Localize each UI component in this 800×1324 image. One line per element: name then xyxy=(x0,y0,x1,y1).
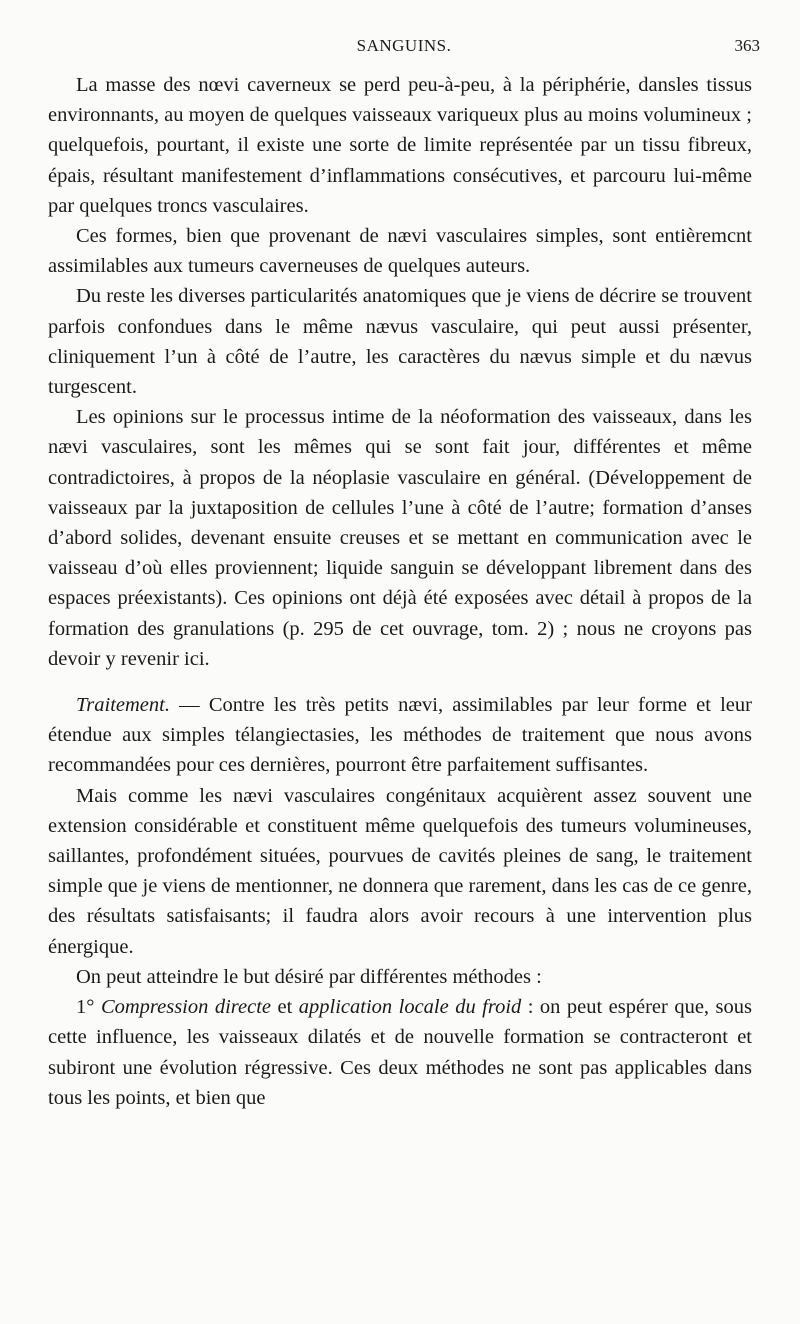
paragraph-method-1 xyxy=(48,992,752,1113)
paragraph-opinions: Les opinions sur le processus intime de la néoformation des vaisseaux, dans les nævi vasculaires, sont les mêmes qui se sont fait jour, différentes et même contradictoires, à propos de la néoplasie vasculaire en général. (Développement de vaisseaux par la juxtaposition de cellules l’une à côté de l’autre; formation d’anses d’abord solides, devenant ensuite creuses et se mettant en communication avec le vaisseau d’où elles proviennent; liquide sanguin se développant librement dans des espaces préexistants). Ces opinions ont déjà été exposées avec détail à propos de la formation des granulations (p. 295 de cet ouvrage, tom. 2) ; nous ne croyons pas devoir y revenir ici. xyxy=(48,406,752,670)
method-1-text: : on peut espérer que, sous cette influence, les vaisseaux dilatés et de nouvelle formation se contracteront et subiront une évolution régressive. Ces deux méthodes ne sont pas applicables dans tous les points, et bien que xyxy=(48,996,752,1109)
paragraph-formes-assimilables: Ces formes, bien que provenant de nævi vasculaires simples, sont entièremcnt assimilables aux tumeurs caverneuses de quelques auteurs. xyxy=(48,225,752,278)
body-text xyxy=(48,70,752,1113)
running-title: SANGUINS. xyxy=(356,36,452,55)
traitement-heading: Traitement. xyxy=(76,694,170,717)
paragraph-particularites: Du reste les diverses particularités anatomiques que je viens de décrire se trouvent parfois confondues dans le même nævus vasculaire, qui peut aussi présenter, cliniquement l’un à côté de l’autre, les caractères du nævus simple et du nævus turgescent. xyxy=(48,285,752,399)
paragraph-traitement xyxy=(48,690,752,781)
traitement-text: — Contre les très petits nævi, assimilables par leur forme et leur étendue aux simples télangiectasies, les méthodes de traitement que nous avons recommandées pour ces dernières, pourront être parfaitement suffisantes. xyxy=(48,694,752,777)
paragraph-nevi-caverneux: La masse des nœvi caverneux se perd peu-à-peu, à la périphérie, dansles tissus environnants, au moyen de quelques vaisseaux variqueux plus au moins volumineux ; quelquefois, pourtant, il existe une sorte de limite représentée par un tissu fibreux, épais, résultant manifestement d’inflammations consécutives, et parcouru lui-même par quelques troncs vasculaires. xyxy=(48,74,752,217)
page-number: 363 xyxy=(734,36,760,55)
running-header xyxy=(48,30,760,60)
method-1-number: 1° xyxy=(76,996,101,1019)
method-1-title-froid: application locale du froid xyxy=(298,996,522,1019)
paragraph-naevi-congenitaux: Mais comme les nævi vasculaires congénitaux acquièrent assez souvent une extension considérable et constituent même quelquefois des tumeurs volumineuses, saillantes, profondément situées, pourvues de cavités pleines de sang, le traitement simple que je viens de mentionner, ne donnera que rarement, dans les cas de ce genre, des résultats satisfaisants; il faudra alors avoir recours à une intervention plus énergique. xyxy=(48,784,752,958)
method-1-title-compression: Compression directe xyxy=(100,996,272,1019)
paragraph-methodes-intro: On peut atteindre le but désiré par différentes méthodes : xyxy=(76,965,542,988)
method-1-connector: et xyxy=(271,996,299,1019)
